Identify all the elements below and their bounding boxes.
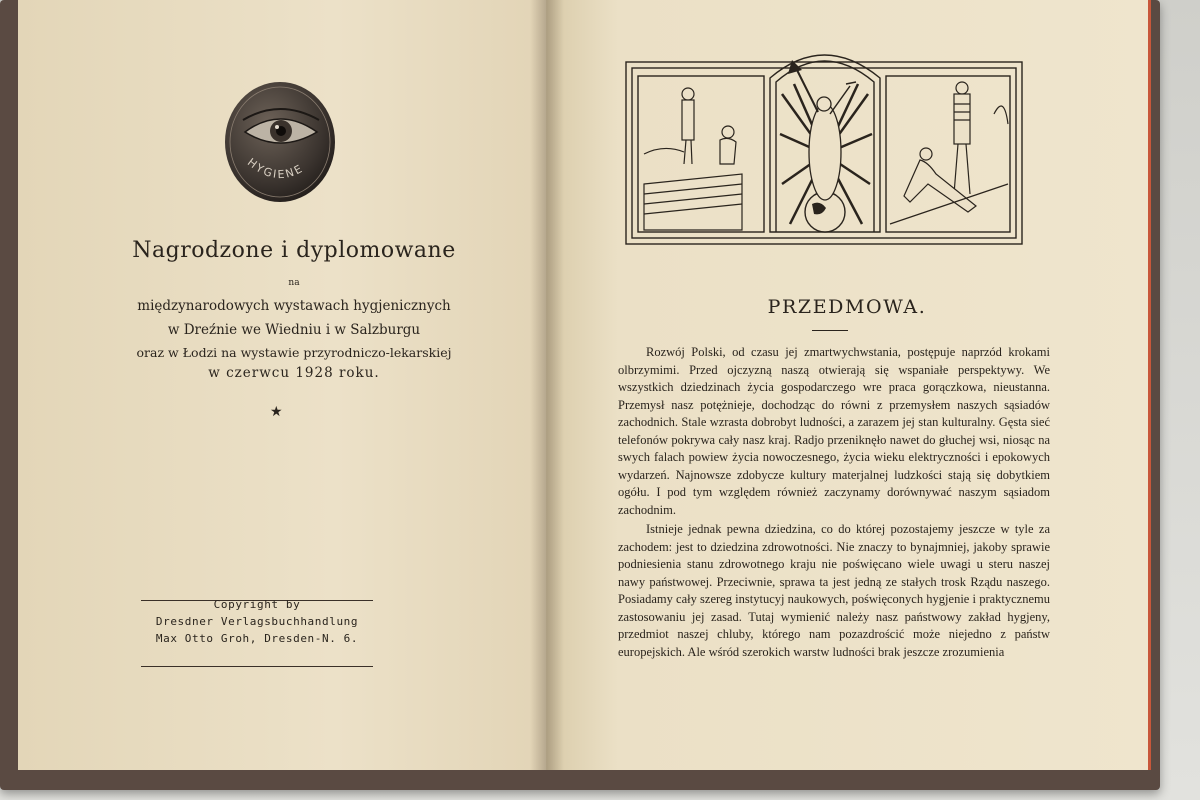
preface-title: PRZEDMOWA. <box>767 296 927 318</box>
hygiene-medal-emblem <box>223 80 337 204</box>
preface-paragraph-1: Rozwój Polski, od czasu jej zmartwychwstania, postępuje naprzód krokami olbrzymimi. Przed ojczyzną naszą otwierają się wspaniałe perspektywy. We wszystkich dziedzinach życia gospodarczego wre praca gorączkowa, nieustanna. Przemysł nasz potężnieje, dochodząc do równi z przemysłem naszych sąsiadów zachodnich. Stale wzrasta dobrobyt ludności, a zarazem jej stan kulturalny. Gęsta sieć telefonów pokrywa cały nasz kraj. Radjo przeniknęło nawet do głuchej wsi, niosąc na swych falach powiew życia nowoczesnego, życia wieku elektryczności i epokowych wydarzeń. Najnowsze zdobycze kultury materjalnej ludzkości stają się dobytkiem ogółu. I pod tym względem również zaczynamy dorównywać naszym sąsiadom zachodnim. <box>618 345 1050 517</box>
star-ornament: ★ <box>270 404 283 420</box>
copyright-line-2: Dresdner Verlagsbuchhandlung <box>155 615 359 628</box>
subtitle-na: na <box>288 278 300 288</box>
left-page <box>18 0 547 770</box>
page-title: Nagrodzone i dyplomowane <box>132 238 456 263</box>
copyright-block <box>141 596 373 647</box>
right-page <box>546 0 1151 770</box>
award-line-3: oraz w Łodzi na wystawie przyrodniczo-lekarskiej <box>136 345 452 360</box>
copyright-rule-bottom <box>141 666 373 667</box>
award-line-4: w czerwcu 1928 roku. <box>208 365 380 381</box>
award-line-2: w Dreźnie we Wiedniu i w Salzburgu <box>167 322 421 338</box>
title-underline <box>812 330 848 331</box>
medal-text: HYGIENE <box>244 155 306 182</box>
copyright-line-1: Copyright by <box>213 598 301 611</box>
preface-body <box>618 344 1050 663</box>
hygiene-illustration-frieze <box>624 34 1024 246</box>
award-line-1: międzynarodowych wystawach hygjenicznych <box>137 298 451 314</box>
preface-paragraph-2: Istnieje jednak pewna dziedzina, co do której pozostajemy jeszcze w tyle za zachodem: jest to dziedzina zdrowotności. Nie znaczy to bynajmniej, jakoby sprawie podniesienia stanu zdrowotnego kraju nie poświęcano wiele uwagi u steru naszej nawy państwowej. Przeciwnie, sprawa ta jest jedną ze stałych trosk Rządu naszego. Posiadamy cały szereg instytucyj naukowych, poświęconych hygjenie i praktycznemu zastosowaniu jej zasad. Tutaj wymienić należy nasz państwowy zakład hygjeny, przedmiot naszej chluby, którego nam pozazdrościć może niejedno z państw europejskich. Ale wśród szerokich warstw ludności brak jeszcze zrozumienia <box>618 522 1050 659</box>
copyright-line-3: Max Otto Groh, Dresden-N. 6. <box>155 632 359 645</box>
